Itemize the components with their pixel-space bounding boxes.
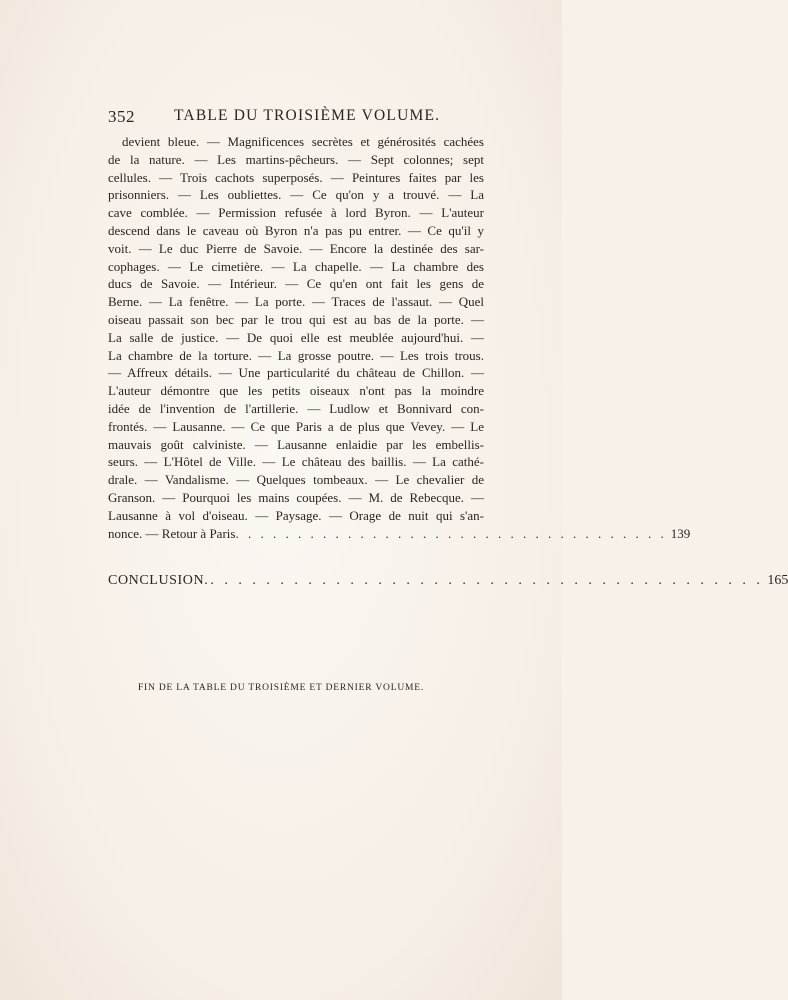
end-of-table-note: FIN DE LA TABLE DU TROISIÈME ET DERNIER VOLUME. (137, 683, 425, 693)
contents-page-reference: 139 (670, 525, 691, 541)
contents-line: seurs. — L'Hôtel de Ville. — Le château des baillis. — La cathé- (108, 454, 484, 470)
contents-line: drale. — Vandalisme. — Quelques tombeaux. — Le chevalier de (108, 472, 484, 488)
contents-line: Berne. — La fenêtre. — La porte. — Traces de l'assaut. — Quel (108, 294, 484, 310)
contents-line: Granson. — Pourquoi les mains coupées. — M. de Rebecque. — (108, 489, 484, 505)
contents-line: cave comblée. — Permission refusée à lord Byron. — L'auteur (108, 205, 484, 221)
contents-line: oiseau passait son bec par le trou qui est au bas de la porte. — (108, 311, 484, 327)
conclusion-label: CONCLUSION. (108, 573, 209, 588)
contents-line: Lausanne à vol d'oiseau. — Paysage. — Orage de nuit qui s'an- (108, 507, 484, 523)
contents-last-line (108, 525, 691, 543)
contents-line: cellules. — Trois cachots superposés. — Peintures faites par les (108, 169, 484, 185)
contents-line: cophages. — Le cimetière. — La chapelle. — La chambre des (108, 258, 484, 274)
contents-line: prisonniers. — Les oubliettes. — Ce qu'on y a trouvé. — La (108, 187, 484, 203)
contents-line: descend dans le caveau où Byron n'a pas pu entrer. — Ce qu'il y (108, 222, 484, 238)
page-number: 352 (108, 107, 135, 126)
page-header (108, 107, 486, 129)
contents-line: L'auteur démontre que les petits oiseaux n'ont pas la moindre (108, 383, 484, 399)
contents-line: mauvais goût calviniste. — Lausanne enlaidie par les embellis- (108, 436, 484, 452)
contents-line: ducs de Savoie. — Intérieur. — Ce qu'en ont fait les gens de (108, 276, 484, 292)
contents-line: frontés. — Lausanne. — Ce que Paris a de plus que Vevey. — Le (108, 418, 484, 434)
conclusion-page-reference: 165 (767, 573, 788, 588)
contents-line: La salle de justice. — De quoi elle est meublée aujourd'hui. — (108, 329, 484, 345)
contents-line: devient bleue. — Magnificences secrètes et générosités cachées (122, 134, 484, 149)
contents-last-line-text: nonce. — Retour à Paris (108, 525, 236, 541)
dot-leader: . . . . . . . . . . . . . . . . . . . . . . . . . . . . . . . . . . . (235, 525, 667, 541)
contents-line: — Affreux détails. — Une particularité du château de Chillon. — (108, 365, 484, 381)
running-title: TABLE DU TROISIÈME VOLUME. (174, 107, 441, 124)
dot-leader: . . . . . . . . . . . . . . . . . . . . . . . . . . . . . . . . . . . . . . . . (210, 573, 764, 588)
contents-paragraph (108, 133, 691, 542)
contents-line: voit. — Le duc Pierre de Savoie. — Encore la destinée des sar- (108, 240, 484, 256)
contents-line: de la nature. — Les martins-pêcheurs. — Sept colonnes; sept (108, 151, 484, 167)
conclusion-entry (108, 573, 788, 593)
contents-line: La chambre de la torture. — La grosse poutre. — Les trois trous. (108, 347, 484, 363)
contents-line: idée de l'invention de l'artillerie. — Ludlow et Bonnivard con- (108, 400, 484, 416)
